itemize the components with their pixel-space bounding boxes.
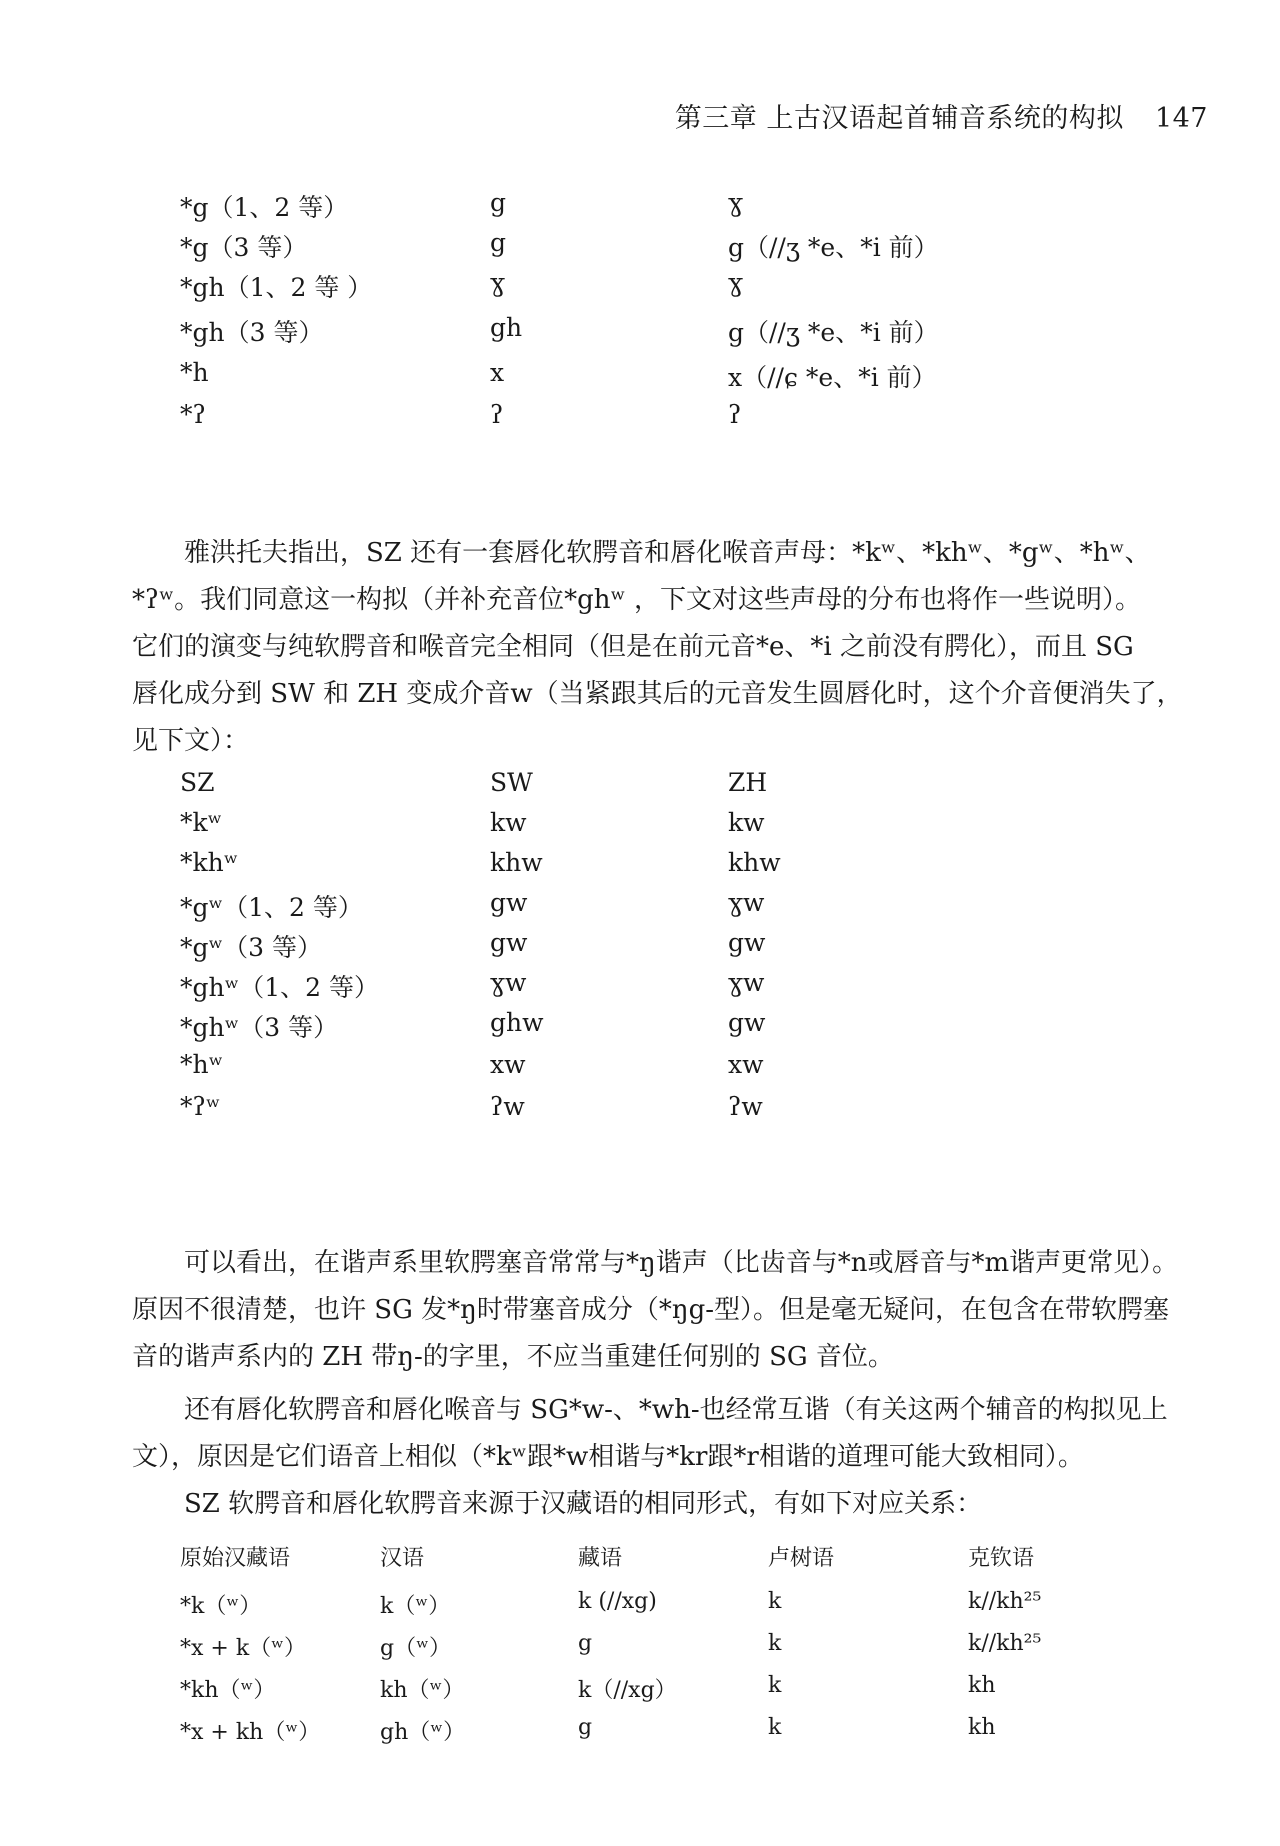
text-line: 可以看出，在谐声系里软腭塞音常常与*ŋ谐声（比齿音与*n或唇音与*m谐声更常见）。 <box>184 1248 1179 1278</box>
proto-cell: *k（ʷ） <box>180 1594 262 1619</box>
text-line: 文），原因是它们语音上相似（*kʷ跟*w相谐与*kr跟*r相谐的道理可能大致相同）。 <box>132 1442 1084 1472</box>
sz-cell: *gʷ（1、2 等） <box>180 893 363 922</box>
tibetan-cell: k (//xg) <box>578 1589 657 1614</box>
paragraph-sino-tibetan-intro <box>132 1481 1212 1528</box>
lushei-cell: k <box>768 1589 782 1614</box>
sw-cell: g <box>490 228 507 257</box>
chinese-cell: gh（ʷ） <box>380 1720 466 1745</box>
zh-cell: x（//ɕ *e、*i 前） <box>728 363 937 392</box>
proto-cell: *kh（ʷ） <box>180 1678 276 1703</box>
chinese-cell: g（ʷ） <box>380 1636 451 1661</box>
sw-cell: ɣw <box>490 968 527 997</box>
proto-cell: *x + k（ʷ） <box>180 1636 307 1661</box>
text-line: SZ 软腭音和唇化软腭音来源于汉藏语的相同形式，有如下对应关系： <box>184 1489 983 1519</box>
chapter-title: 第三章 上古汉语起首辅音系统的构拟 <box>674 103 1124 134</box>
lushei-cell: k <box>768 1673 782 1698</box>
sz-cell: *h <box>180 358 209 387</box>
lushei-cell: k <box>768 1631 782 1656</box>
lushei-cell: k <box>768 1715 782 1740</box>
column-header-tibetan: 藏语 <box>578 1546 623 1571</box>
zh-cell: gw <box>728 928 766 957</box>
kachin-cell: kh <box>968 1673 996 1698</box>
zh-cell: gw <box>728 1008 766 1037</box>
sz-cell: *ʔʷ <box>180 1092 221 1121</box>
sw-cell: gw <box>490 888 528 917</box>
zh-cell: ʔ <box>728 400 742 429</box>
sz-cell: *ghʷ（1、2 等） <box>180 973 379 1002</box>
column-header-kachin: 克钦语 <box>968 1546 1035 1571</box>
text-line: 见下文）： <box>132 726 250 756</box>
tibetan-cell: g <box>578 1631 593 1656</box>
zh-cell: ɣ <box>728 268 743 297</box>
sw-cell: g <box>490 188 507 217</box>
column-header-zh: ZH <box>728 768 768 797</box>
paragraph-xiesheng-ng <box>132 1240 1212 1381</box>
proto-cell: *x + kh（ʷ） <box>180 1720 321 1745</box>
kachin-cell: k//kh²⁵ <box>968 1631 1042 1656</box>
paragraph-xiesheng-w <box>132 1387 1212 1481</box>
sw-cell: ʔ <box>490 400 504 429</box>
text-line: 音的谐声系内的 ZH 带ŋ-的字里，不应当重建任何别的 SG 音位。 <box>132 1342 894 1372</box>
sz-cell: *khʷ <box>180 848 239 877</box>
text-line: 雅洪托夫指出，SZ 还有一套唇化软腭音和唇化喉音声母：*kʷ、*khʷ、*gʷ、*hʷ、 <box>184 538 1151 568</box>
zh-cell: ʔw <box>728 1092 763 1121</box>
zh-cell: kw <box>728 808 765 837</box>
tibetan-cell: g <box>578 1715 593 1740</box>
text-line: 唇化成分到 SW 和 ZH 变成介音w（当紧跟其后的元音发生圆唇化时，这个介音便消失了， <box>132 679 1183 709</box>
zh-cell: ɣw <box>728 888 765 917</box>
sz-cell: *g（3 等） <box>180 233 308 262</box>
column-header-lushei: 卢树语 <box>768 1546 835 1571</box>
column-header-sz: SZ <box>180 768 215 797</box>
sz-cell: *kʷ <box>180 808 223 837</box>
sw-cell: ɣ <box>490 268 505 297</box>
sw-cell: khw <box>490 848 543 877</box>
text-line: *ʔʷ。我们同意这一构拟（并补充音位*ghʷ ，下文对这些声母的分布也将作一些说明）。 <box>132 585 1142 615</box>
zh-cell: khw <box>728 848 781 877</box>
sw-cell: ghw <box>490 1008 544 1037</box>
sz-cell: *hʷ <box>180 1050 224 1079</box>
sz-cell: *ghʷ（3 等） <box>180 1013 339 1042</box>
tibetan-cell: k（//xg） <box>578 1678 677 1703</box>
sw-cell: gw <box>490 928 528 957</box>
sw-cell: ʔw <box>490 1092 525 1121</box>
sz-cell: *gh（1、2 等 ） <box>180 273 373 302</box>
sw-cell: gh <box>490 313 523 342</box>
page-number: 147 <box>1154 103 1208 134</box>
sz-cell: *ʔ <box>180 400 206 429</box>
text-line: 它们的演变与纯软腭音和喉音完全相同（但是在前元音*e、*i 之前没有腭化），而且 SG <box>132 632 1134 662</box>
zh-cell: xw <box>728 1050 764 1079</box>
sz-cell: *gh（3 等） <box>180 318 324 347</box>
zh-cell: g（//ʒ *e、*i 前） <box>728 318 939 347</box>
sz-cell: *gʷ（3 等） <box>180 933 322 962</box>
sz-cell: *g（1、2 等） <box>180 193 349 222</box>
zh-cell: ɣw <box>728 968 765 997</box>
kachin-cell: k//kh²⁵ <box>968 1589 1042 1614</box>
zh-cell: g（//ʒ *e、*i 前） <box>728 233 939 262</box>
column-header-proto-sino-tibetan: 原始汉藏语 <box>180 1546 291 1571</box>
text-line: 原因不很清楚，也许 SG 发*ŋ时带塞音成分（*ŋg-型）。但是毫无疑问，在包含在带软腭塞 <box>132 1295 1170 1325</box>
sw-cell: x <box>490 358 505 387</box>
text-line: 还有唇化软腭音和唇化喉音与 SG*w-、*wh-也经常互谐（有关这两个辅音的构拟见上 <box>184 1395 1168 1425</box>
zh-cell: ɣ <box>728 188 743 217</box>
running-header <box>675 96 1208 135</box>
sw-cell: xw <box>490 1050 526 1079</box>
sw-cell: kw <box>490 808 527 837</box>
kachin-cell: kh <box>968 1715 996 1740</box>
chinese-cell: kh（ʷ） <box>380 1678 465 1703</box>
chinese-cell: k（ʷ） <box>380 1594 451 1619</box>
paragraph-labialized-velars <box>132 530 1212 765</box>
column-header-sw: SW <box>490 768 533 797</box>
column-header-chinese: 汉语 <box>380 1546 425 1571</box>
